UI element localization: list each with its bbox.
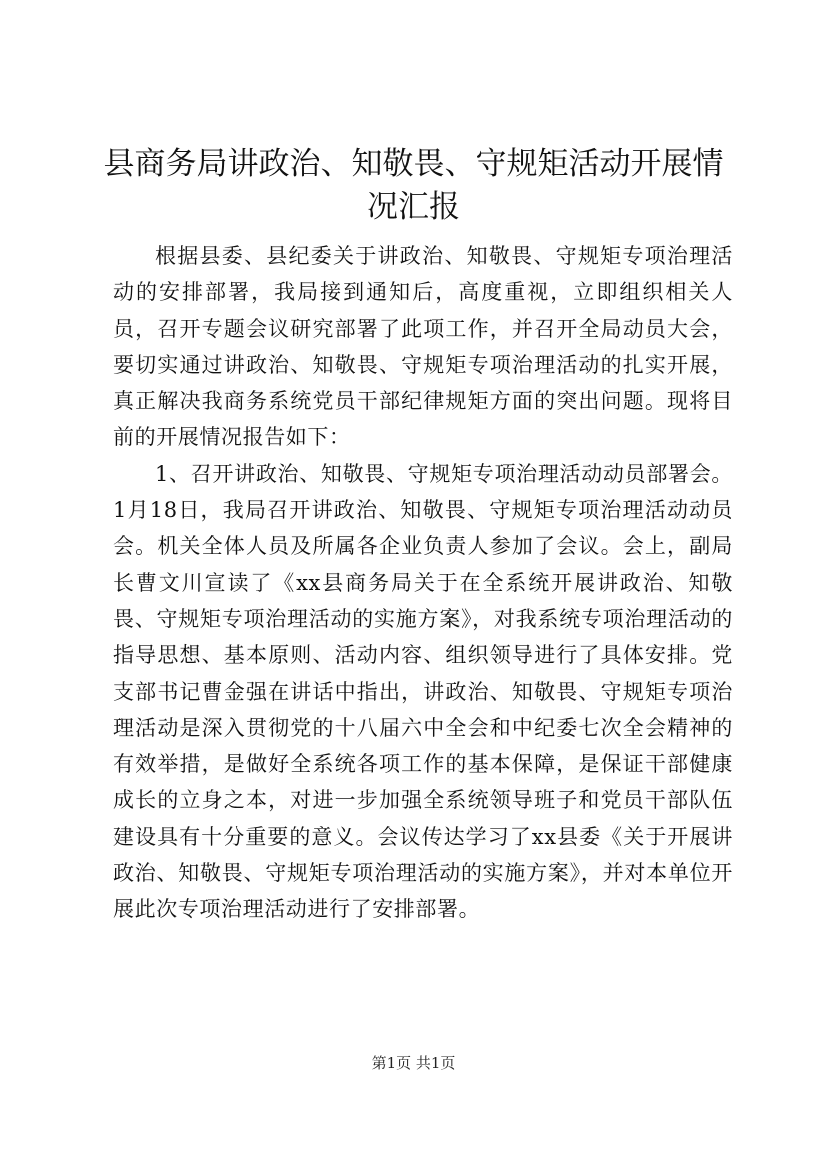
paragraph-intro: 根据县委、县纪委关于讲政治、知敬畏、守规矩专项治理活动的安排部署，我局接到通知后，高度重视，立即组织相关人员，召开专题会议研究部署了此项工作，并召开全局动员大会，要切实通过讲政治、知敬畏、守规矩专项治理活动的扎实开展，真正解决我商务系统党员干部纪律规矩方面的突出问题。现将目前的开展情况报告如下：: [113, 244, 733, 450]
document-body: [113, 238, 733, 928]
page-footer: 第1页 共1页: [371, 1054, 456, 1072]
paragraph-item-1: 1、召开讲政治、知敬畏、守规矩专项治理活动动员部署会。1月18日，我局召开讲政治、知敬畏、守规矩专项治理活动动员会。机关全体人员及所属各企业负责人参加了会议。会上，副局长曹文川宣读了《xx县商务局关于在全系统开展讲政治、知敬畏、守规矩专项治理活动的实施方案》，对我系统专项治理活动的指导思想、基本原则、活动内容、组织领导进行了具体安排。党支部书记曹金强在讲话中指出，讲政治、知敬畏、守规矩专项治理活动是深入贯彻党的十八届六中全会和中纪委七次全会精神的有效举措，是做好全系统各项工作的基本保障，是保证干部健康成长的立身之本，对进一步加强全系统领导班子和党员干部队伍建设具有十分重要的意义。会议传达学习了xx县委《关于开展讲政治、知敬畏、守规矩专项治理活动的实施方案》，并对本单位开展此次专项治理活动进行了安排部署。: [113, 461, 733, 922]
document-title: 县商务局讲政治、知敬畏、守规矩活动开展情况汇报: [103, 146, 724, 225]
